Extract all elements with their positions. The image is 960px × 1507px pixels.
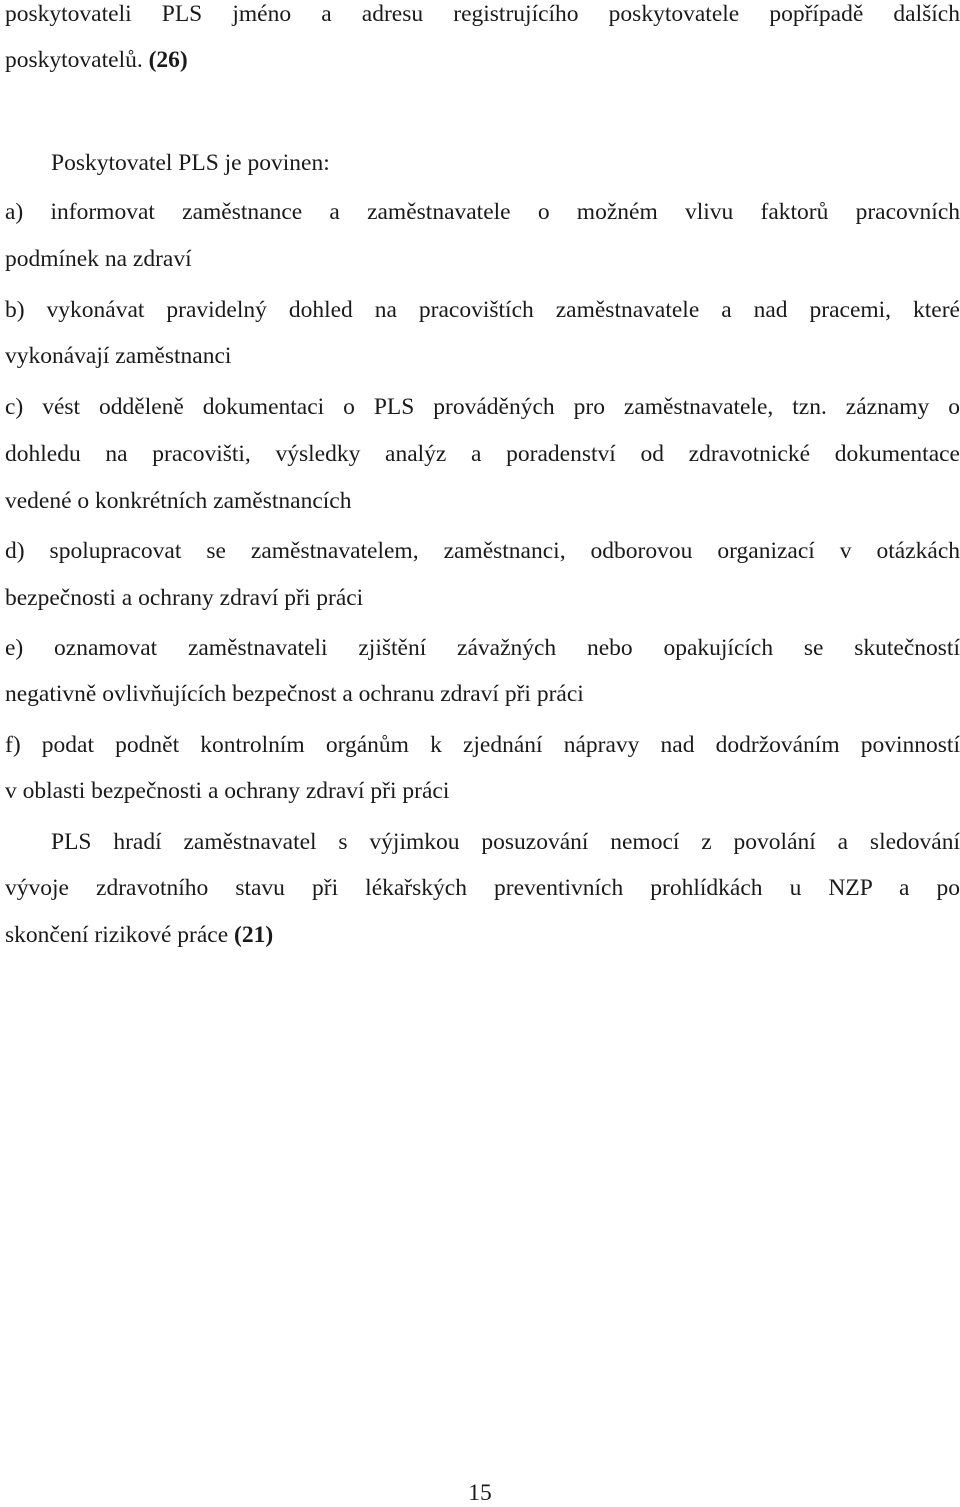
text-line: e) oznamovat zaměstnavateli zjištění závažných nebo opakujících se skutečností: [5, 635, 960, 661]
text-line: vedené o konkrétních zaměstnancích: [5, 488, 352, 514]
text-fragment: skončení rizikové práce: [5, 922, 229, 948]
text-line: poskytovateli PLS jméno a adresu registrujícího poskytovatele popřípadě dalších: [5, 1, 960, 27]
text-line: b) vykonávat pravidelný dohled na pracovištích zaměstnavatele a nad pracemi, které: [5, 297, 960, 323]
text-line: vykonávají zaměstnanci: [5, 343, 232, 369]
text-line: [5, 46, 188, 74]
text-fragment: poskytovatelů.: [5, 47, 143, 73]
citation: (21): [234, 922, 274, 948]
text-line: f) podat podnět kontrolním orgánům k zjednání nápravy nad dodržováním povinností: [5, 732, 960, 758]
text-line: c) vést odděleně dokumentaci o PLS prováděných pro zaměstnavatele, tzn. záznamy o: [5, 394, 960, 420]
page-number: 15: [468, 1480, 492, 1506]
text-line: v oblasti bezpečnosti a ochrany zdraví při práci: [5, 778, 450, 804]
text-line: vývoje zdravotního stavu při lékařských preventivních prohlídkách u NZP a po: [5, 875, 960, 901]
text-line: bezpečnosti a ochrany zdraví při práci: [5, 585, 364, 611]
text-line: [5, 921, 273, 949]
section-heading: Poskytovatel PLS je povinen:: [51, 150, 330, 176]
text-line: d) spolupracovat se zaměstnavatelem, zaměstnanci, odborovou organizací v otázkách: [5, 538, 960, 564]
paragraph-first-line: PLS hradí zaměstnavatel s výjimkou posuzování nemocí z povolání a sledování: [51, 829, 960, 855]
text-line: podmínek na zdraví: [5, 246, 192, 272]
citation: (26): [148, 47, 188, 73]
text-line: negativně ovlivňujících bezpečnost a ochranu zdraví při práci: [5, 681, 584, 707]
text-line: a) informovat zaměstnance a zaměstnavatele o možném vlivu faktorů pracovních: [5, 199, 960, 225]
text-line: dohledu na pracovišti, výsledky analýz a poradenství od zdravotnické dokumentace: [5, 441, 960, 467]
